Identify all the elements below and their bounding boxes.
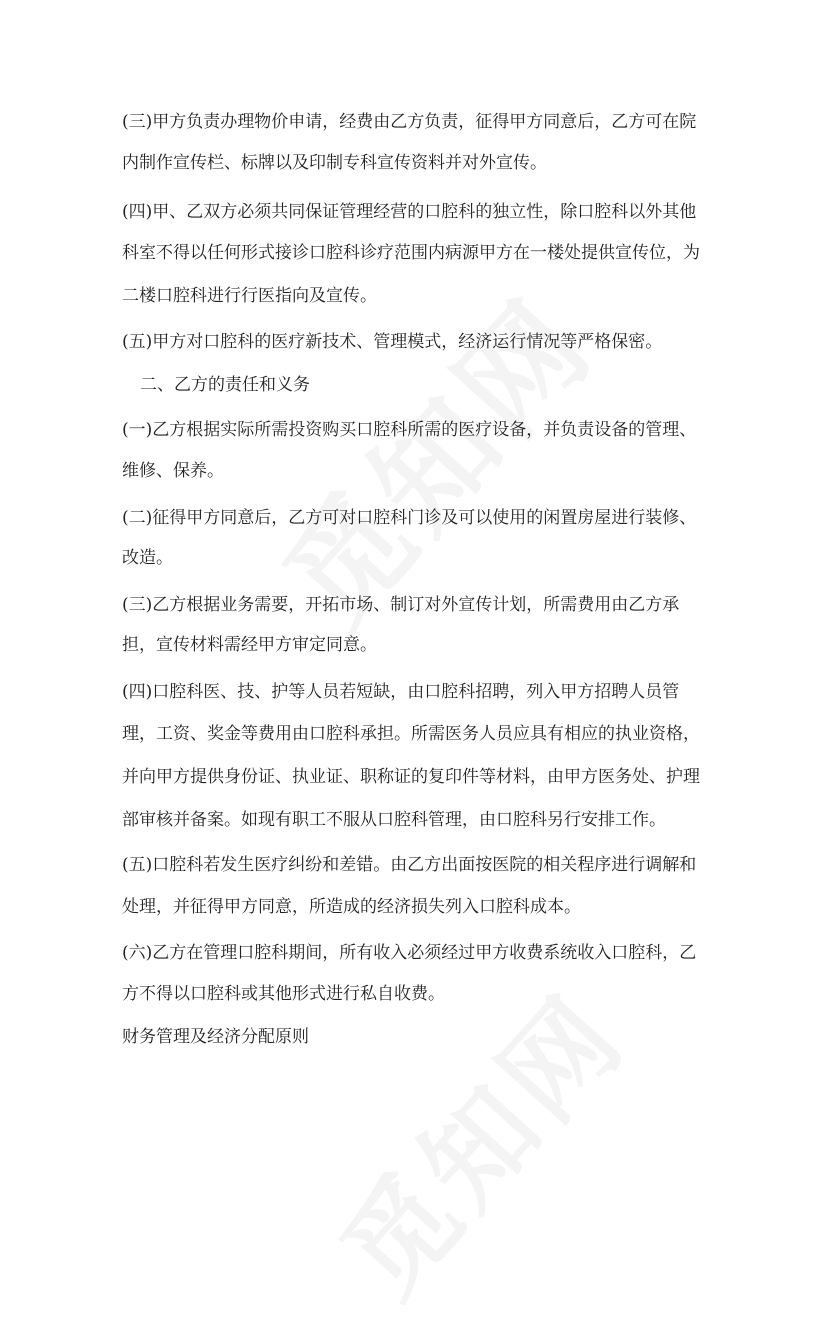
text-line: (六)乙方在管理口腔科期间，所有收入必须经过甲方收费系统收入口腔科，乙 — [122, 943, 697, 963]
text-line: 改造。 — [122, 548, 173, 568]
text-line: (三)甲方负责办理物价申请，经费由乙方负责，征得甲方同意后，乙方可在院 — [122, 112, 697, 132]
section-heading: 二、乙方的责任和义务 — [140, 375, 310, 395]
text-line: (一)乙方根据实际所需投资购买口腔科所需的医疗设备，并负责设备的管理、 — [122, 420, 697, 440]
text-line: 部审核并备案。如现有职工不服从口腔科管理，由口腔科另行安排工作。 — [122, 810, 666, 830]
text-line: 担，宣传材料需经甲方审定同意。 — [122, 635, 377, 655]
text-line: 科室不得以任何形式接诊口腔科诊疗范围内病源甲方在一楼处提供宣传位，为 — [122, 243, 700, 263]
text-line: 内制作宣传栏、标牌以及印制专科宣传资料并对外宣传。 — [122, 153, 547, 173]
text-line: (三)乙方根据业务需要，开拓市场、制订对外宣传计划，所需费用由乙方承 — [122, 595, 680, 615]
text-line: (四)口腔科医、技、护等人员若短缺，由口腔科招聘，列入甲方招聘人员管 — [122, 682, 680, 702]
text-line: 方不得以口腔科或其他形式进行私自收费。 — [122, 984, 445, 1004]
text-line: (五)甲方对口腔科的医疗新技术、管理模式，经济运行情况等严格保密。 — [122, 332, 663, 352]
text-line: 并向甲方提供身份证、执业证、职称证的复印件等材料，由甲方医务处、护理 — [122, 767, 700, 787]
text-line: (二)征得甲方同意后，乙方可对口腔科门诊及可以使用的闲置房屋进行装修、 — [122, 508, 697, 528]
watermark — [300, 955, 654, 1323]
text-line: 理，工资、奖金等费用由口腔科承担。所需医务人员应具有相应的执业资格， — [122, 724, 700, 744]
text-line: 处理，并征得甲方同意，所造成的经济损失列入口腔科成本。 — [122, 897, 581, 917]
text-line: (五)口腔科若发生医疗纠纷和差错。由乙方出面按医院的相关程序进行调解和 — [122, 855, 697, 875]
section-heading: 财务管理及经济分配原则 — [122, 1027, 309, 1047]
text-line: 二楼口腔科进行行医指向及宣传。 — [122, 286, 377, 306]
text-line: 维修、保养。 — [122, 461, 224, 481]
text-line: (四)甲、乙双方必须共同保证管理经营的口腔科的独立性，除口腔科以外其他 — [122, 202, 697, 222]
